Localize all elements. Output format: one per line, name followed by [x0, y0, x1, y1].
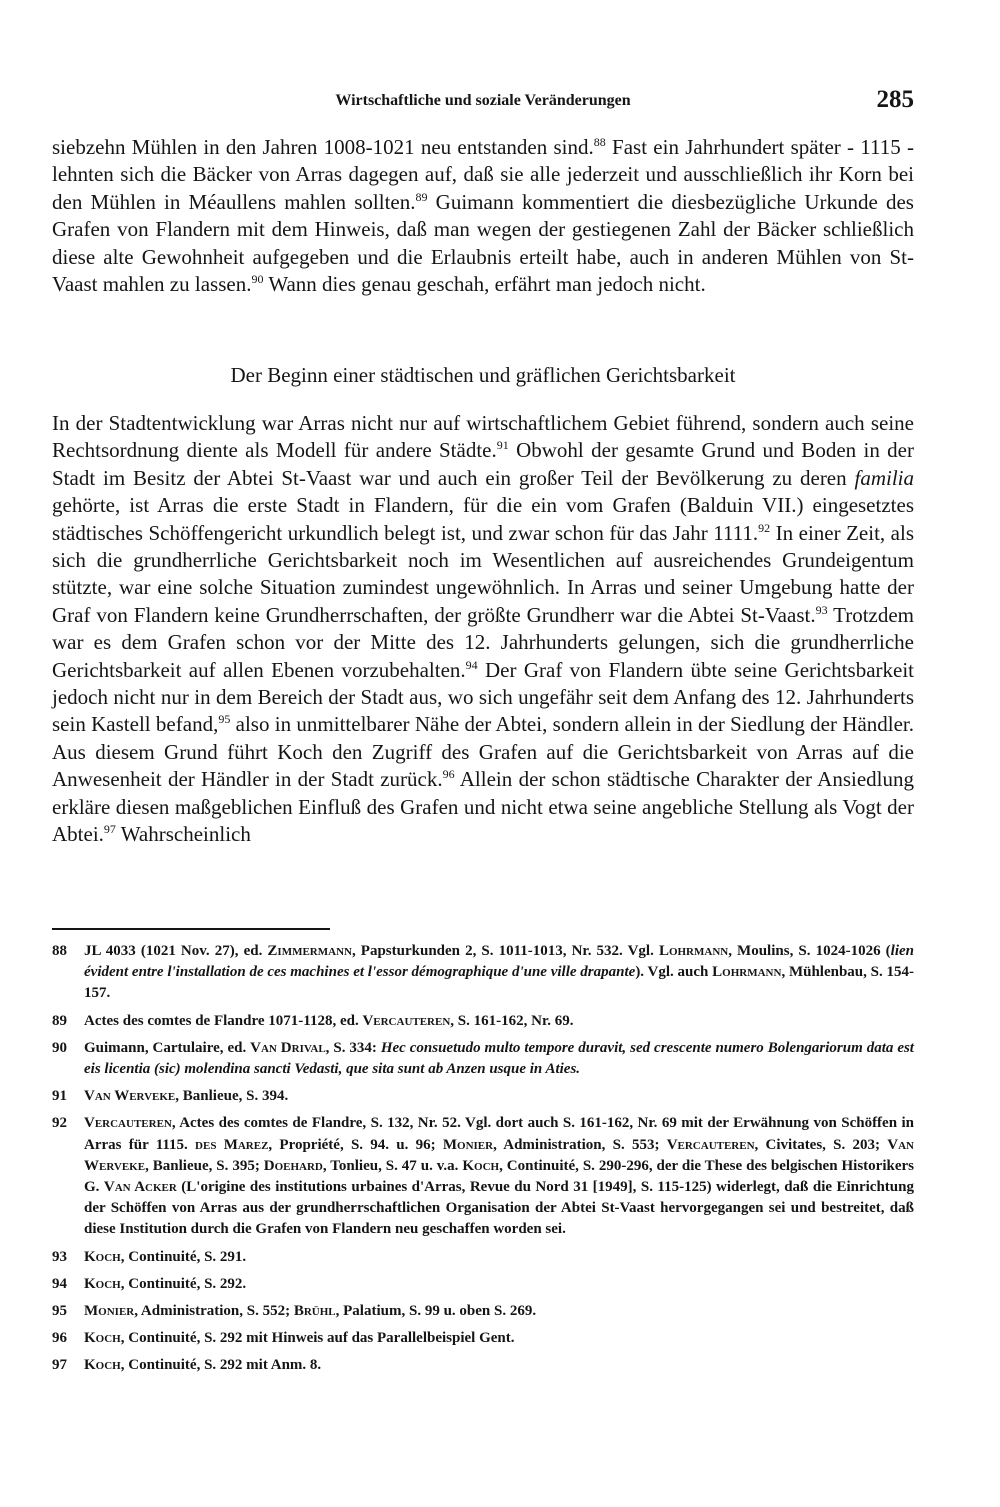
author-name: Koch	[84, 1357, 121, 1374]
text-run: In der Stadtentwicklung war Arras nicht nur auf wirtschaftlichem Gebiet führend, sondern auch seine Rechtsordnung diente als Modell für andere Städte.	[52, 411, 914, 463]
text-run: Fast ein Jahrhundert später - 1115 - lehnten sich die Bäcker von Arras dagegen auf, daß sie alle jederzeit und ausschließlich ihr Korn bei den Mühlen in Méaullens mahlen sollten.	[52, 135, 914, 214]
text-run: , Moulins, S. 1024-1026 (	[728, 943, 891, 959]
author-name: Monier	[84, 1303, 135, 1320]
text-run: siebzehn Mühlen in den Jahren 1008-1021 neu entstanden sind.	[52, 135, 594, 159]
author-name: Koch	[462, 1157, 500, 1174]
author-name: Koch	[84, 1275, 121, 1292]
text-run: , Palatium, S. 99 u. oben S. 269.	[335, 1303, 537, 1320]
text-run: gehörte, ist Arras die erste Stadt in Flandern, für die ein vom Grafen (Balduin VII.) eingesetztes städtisches Schöffengericht urkundlich belegt ist, und zwar schon für das Jahr 1111.	[52, 493, 914, 545]
footnote-text	[84, 1113, 914, 1240]
author-name: Koch	[84, 1330, 121, 1347]
author-name: Vercauteren	[666, 1136, 755, 1153]
footnote-90	[52, 1038, 914, 1080]
italic-term: familia	[854, 465, 914, 490]
footnote-text	[84, 1301, 914, 1322]
footnote-ref-95[interactable]: 95	[218, 712, 231, 727]
footnote-ref-88[interactable]: 88	[593, 135, 606, 149]
footnote-number: 93	[52, 1248, 67, 1265]
footnote-text	[84, 1247, 914, 1268]
text-run: (L'origine des institutions urbaines d'Arras, Revue du Nord 31 [1949], S. 115-125) widerlegt, daß die Einrichtung der Schöffen von Arras aus der grundherrschaftlichen Organisation der Abtei St-Vaast hervorgegangen sei und bestreitet, daß diese Institution durch die Grafen von Flandern neu geschaffen worden sei.	[84, 1179, 914, 1238]
footnote-number: 94	[52, 1275, 67, 1292]
author-name: Van Acker	[103, 1179, 177, 1196]
footnote-94	[52, 1274, 914, 1295]
text-run: , Propriété, S. 94. u. 96;	[268, 1136, 443, 1153]
footnote-text	[84, 941, 914, 1005]
footnote-number: 89	[52, 1012, 67, 1029]
author-name: Koch	[84, 1248, 121, 1265]
author-name: Van Drival	[250, 1039, 326, 1056]
author-name: Lohrmann	[712, 964, 782, 981]
quotation: Hec consuetudo multo tempore duravit, sed crescente numero Bolengariorum data est eis licentia (sic) molendina sancti Vedasti, que sita sunt ab Anzen usque in Aties.	[84, 1039, 914, 1078]
footnote-text	[84, 1011, 914, 1032]
text-run: , S. 161-162, Nr. 69.	[450, 1012, 574, 1029]
footnote-text	[84, 1328, 914, 1349]
text-run: , Mühlenbau, S. 154-157.	[84, 964, 914, 1002]
footnote-number: 90	[52, 1039, 67, 1056]
footnote-96	[52, 1328, 914, 1349]
footnote-number: 96	[52, 1330, 67, 1347]
footnotes	[52, 941, 914, 1383]
footnote-ref-96[interactable]: 96	[442, 767, 455, 782]
footnote-text	[84, 1355, 914, 1376]
footnote-93	[52, 1247, 914, 1268]
text-run: , Papsturkunden 2, S. 1011-1013, Nr. 532. Vgl.	[351, 943, 659, 959]
author-name: Vercauteren	[362, 1012, 451, 1029]
footnote-ref-93[interactable]: 93	[815, 602, 828, 617]
footnote-text	[84, 1086, 914, 1107]
text-run: , Banlieue, S. 394.	[175, 1088, 289, 1105]
author-name: Van Werveke	[84, 1136, 914, 1174]
text-run: Wahrscheinlich	[115, 822, 251, 847]
text-run: , Continuité, S. 290-296, der die These des belgischen Historikers G.	[84, 1157, 914, 1196]
text-run: , Civitates, S. 203;	[754, 1136, 888, 1153]
author-name: Van Werveke	[84, 1088, 176, 1105]
text-run: Wann dies genau geschah, erfährt man jedoch nicht.	[263, 272, 706, 297]
footnote-number: 91	[52, 1088, 67, 1105]
footnote-ref-90[interactable]: 90	[251, 272, 264, 287]
author-name: des Marez	[195, 1136, 269, 1153]
text-run: Obwohl der gesamte Grund und Boden in der Stadt im Besitz der Abtei St-Vaast war und auch ein großer Teil der Bevölkerung zu deren	[52, 438, 914, 490]
footnote-92	[52, 1113, 914, 1240]
footnote-number: 95	[52, 1303, 67, 1320]
text-run: , Continuité, S. 292 mit Hinweis auf das Parallelbeispiel Gent.	[120, 1330, 515, 1347]
footnote-95	[52, 1301, 914, 1322]
text-run: Guimann kommentiert die diesbezügliche Urkunde des Grafen von Flandern mit dem Hinweis, daß man wegen der gestiegenen Zahl der Bäcker schließlich diese alte Gewohnheit aufgegeben und die Erlaubnis erteilt habe, auch in anderen Mühlen von St-Vaast mahlen zu lassen.	[52, 189, 914, 297]
text-run: Actes des comtes de Flandre 1071-1128, ed.	[84, 1012, 363, 1029]
author-name: Monier	[442, 1136, 494, 1153]
text-run: Der Graf von Flandern übte seine Gerichtsbarkeit jedoch nicht nur in dem Bereich der Stadt aus, wo sich ungefähr seit dem Anfang des 12. Jahrhunderts sein Kastell befand,	[52, 657, 914, 737]
text-run: , Continuité, S. 291.	[120, 1248, 247, 1265]
footnote-ref-94[interactable]: 94	[465, 657, 478, 672]
paragraph-1	[52, 134, 914, 298]
author-name: Brühl	[293, 1303, 336, 1320]
text-run: Guimann, Cartulaire, ed.	[84, 1039, 251, 1056]
footnote-ref-92[interactable]: 92	[758, 520, 771, 535]
text-run: , Continuité, S. 292.	[120, 1275, 247, 1292]
footnote-91	[52, 1086, 914, 1107]
text-run: , Tonlieu, S. 47 u. v.a.	[322, 1157, 463, 1174]
author-name: Zimmermann	[267, 943, 352, 959]
author-name: Doehard	[263, 1157, 323, 1174]
quotation: lien évident entre l'installation de ces machines et l'essor démographique d'une ville drapante	[84, 943, 914, 981]
footnote-number: 92	[52, 1115, 67, 1132]
footnote-89	[52, 1011, 914, 1032]
footnote-divider	[52, 928, 330, 930]
footnote-text	[84, 1038, 914, 1080]
running-title: Wirtschaftliche und soziale Veränderungen	[335, 92, 631, 109]
text-run: , Continuité, S. 292 mit Anm. 8.	[120, 1357, 322, 1374]
running-header	[52, 86, 914, 120]
author-name: Vercauteren	[84, 1115, 172, 1132]
author-name: Lohrmann	[658, 943, 729, 959]
footnote-ref-97[interactable]: 97	[103, 822, 116, 837]
text-run: Trotzdem war es dem Grafen schon vor der Mitte des 12. Jahrhunderts gelungen, sich die grundherrliche Gerichtsbarkeit auf allen Ebenen vorzubehalten.	[52, 602, 915, 682]
text-run: , Banlieue, S. 395;	[145, 1157, 264, 1174]
footnote-88	[52, 941, 914, 1005]
footnote-97	[52, 1355, 914, 1376]
text-run: , S. 334:	[325, 1039, 381, 1056]
paragraph-2	[52, 410, 914, 849]
text-run: In einer Zeit, als sich die grundherrliche Gerichtsbarkeit noch im Wesentlichen auf ausreichendes Grundeigentum stützte, war eine solche Situation zumindest ungewöhnlich. In Arras und seiner Umgebung hatte der Graf von Flandern keine Grundherrschaften, der größte Grundherr war die Abtei St-Vaast.	[52, 520, 914, 627]
section-heading: Der Beginn einer städtischen und gräflichen Gerichtsbarkeit	[230, 363, 736, 387]
text-run: , Actes des comtes de Flandre, S. 132, Nr. 52. Vgl. dort auch S. 161-162, Nr. 69 mit der Erwähnung von Schöffen in Arras für 1115.	[84, 1115, 914, 1153]
text-run: , Administration, S. 553;	[493, 1136, 667, 1153]
text-run: ). Vgl. auch	[635, 964, 713, 981]
footnote-ref-89[interactable]: 89	[415, 189, 428, 204]
page-number: 285	[876, 86, 914, 113]
footnote-number: 88	[52, 943, 67, 959]
footnote-ref-91[interactable]: 91	[496, 438, 509, 453]
footnote-text	[84, 1274, 914, 1295]
footnote-number: 97	[52, 1357, 67, 1374]
text-run: JL 4033 (1021 Nov. 27), ed.	[84, 943, 268, 959]
text-run: also in unmittelbarer Nähe der Abtei, sondern allein in der Siedlung der Händler. Aus diesem Grund führt Koch den Zugriff des Grafen auf die Gerichtsbarkeit von Arras auf die Anwesenheit der Händler in der Stadt zurück.	[52, 712, 915, 792]
text-run: Allein der schon städtische Charakter der Ansiedlung erkläre diesen maßgeblichen Einfluß des Grafen und nicht etwa seine angebliche Stellung als Vogt der Abtei.	[52, 767, 914, 847]
text-run: , Administration, S. 552;	[134, 1303, 294, 1320]
